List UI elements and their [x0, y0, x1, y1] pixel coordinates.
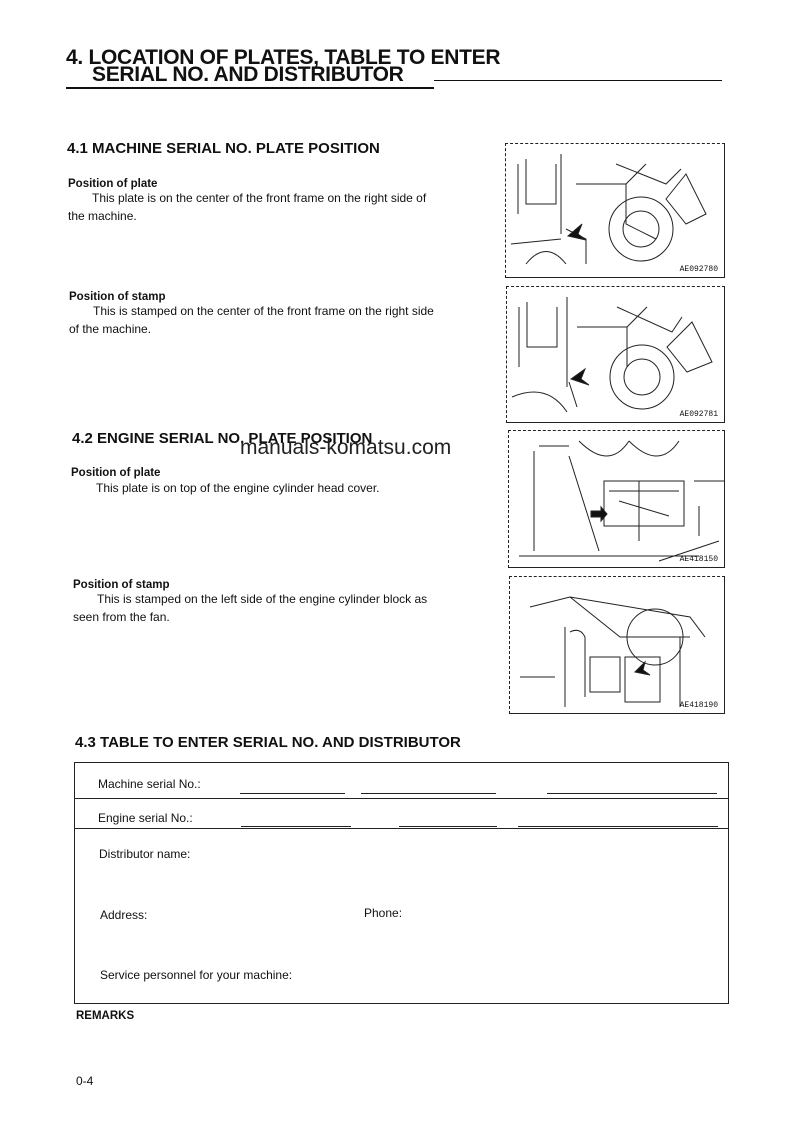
engine-serial-field-1[interactable]	[241, 826, 351, 827]
remarks-label: REMARKS	[76, 1010, 135, 1022]
machine-serial-row	[75, 763, 728, 799]
engine-serial-field-2[interactable]	[399, 826, 497, 827]
section-heading-4-2: 4.2 ENGINE SERIAL NO. PLATE POSITION	[72, 430, 373, 447]
loader-illustration	[507, 287, 724, 422]
serial-distributor-table	[74, 762, 729, 1004]
page-title-line2: SERIAL NO. AND DISTRIBUTOR	[92, 63, 404, 86]
figure-code: AE092781	[679, 410, 718, 419]
service-personnel-label: Service personnel for your machine:	[100, 968, 293, 982]
engine-illustration	[509, 431, 724, 567]
engine-illustration	[510, 577, 724, 713]
figure-code: AE418190	[679, 701, 718, 710]
engine-serial-field-3[interactable]	[518, 826, 718, 827]
phone-label: Phone:	[364, 906, 403, 920]
plate-text-cont: the machine.	[68, 209, 137, 223]
figure-code: AE092780	[679, 265, 718, 274]
machine-serial-field-4[interactable]	[547, 793, 717, 794]
engine-plate-label: Position of plate	[71, 467, 161, 479]
title-rule	[434, 80, 722, 81]
engine-stamp-label: Position of stamp	[73, 579, 170, 591]
engine-plate-text: This plate is on top of the engine cylinder head cover.	[96, 481, 380, 495]
loader-illustration	[506, 144, 724, 277]
machine-serial-field-1[interactable]	[240, 793, 345, 794]
address-label: Address:	[100, 908, 148, 922]
figure-machine-stamp	[506, 286, 725, 423]
figure-machine-plate	[505, 143, 725, 278]
stamp-text-cont: of the machine.	[69, 322, 152, 336]
section-heading-4-3: 4.3 TABLE TO ENTER SERIAL NO. AND DISTRIBUTOR	[75, 734, 461, 751]
page-number: 0-4	[76, 1074, 94, 1088]
title-underline	[66, 87, 434, 89]
engine-stamp-text: This is stamped on the left side of the engine cylinder block as	[97, 592, 428, 606]
figure-engine-stamp	[509, 576, 725, 714]
figure-engine-plate	[508, 430, 725, 568]
engine-serial-row	[75, 798, 728, 829]
machine-serial-field-3[interactable]	[401, 793, 496, 794]
engine-serial-label: Engine serial No.:	[98, 811, 193, 825]
section-heading-4-1: 4.1 MACHINE SERIAL NO. PLATE POSITION	[67, 140, 380, 157]
figure-code: AE418150	[679, 555, 718, 564]
machine-serial-label: Machine serial No.:	[98, 777, 201, 791]
distributor-name-label: Distributor name:	[99, 847, 191, 861]
watermark: manuals-komatsu.com	[240, 436, 452, 459]
stamp-label: Position of stamp	[69, 291, 166, 303]
page-title-line1: 4. LOCATION OF PLATES, TABLE TO ENTER	[66, 46, 501, 69]
plate-label: Position of plate	[68, 178, 158, 190]
engine-stamp-text-cont: seen from the fan.	[73, 610, 170, 624]
plate-text: This plate is on the center of the front frame on the right side of	[92, 191, 427, 205]
stamp-text: This is stamped on the center of the front frame on the right side	[93, 304, 434, 318]
